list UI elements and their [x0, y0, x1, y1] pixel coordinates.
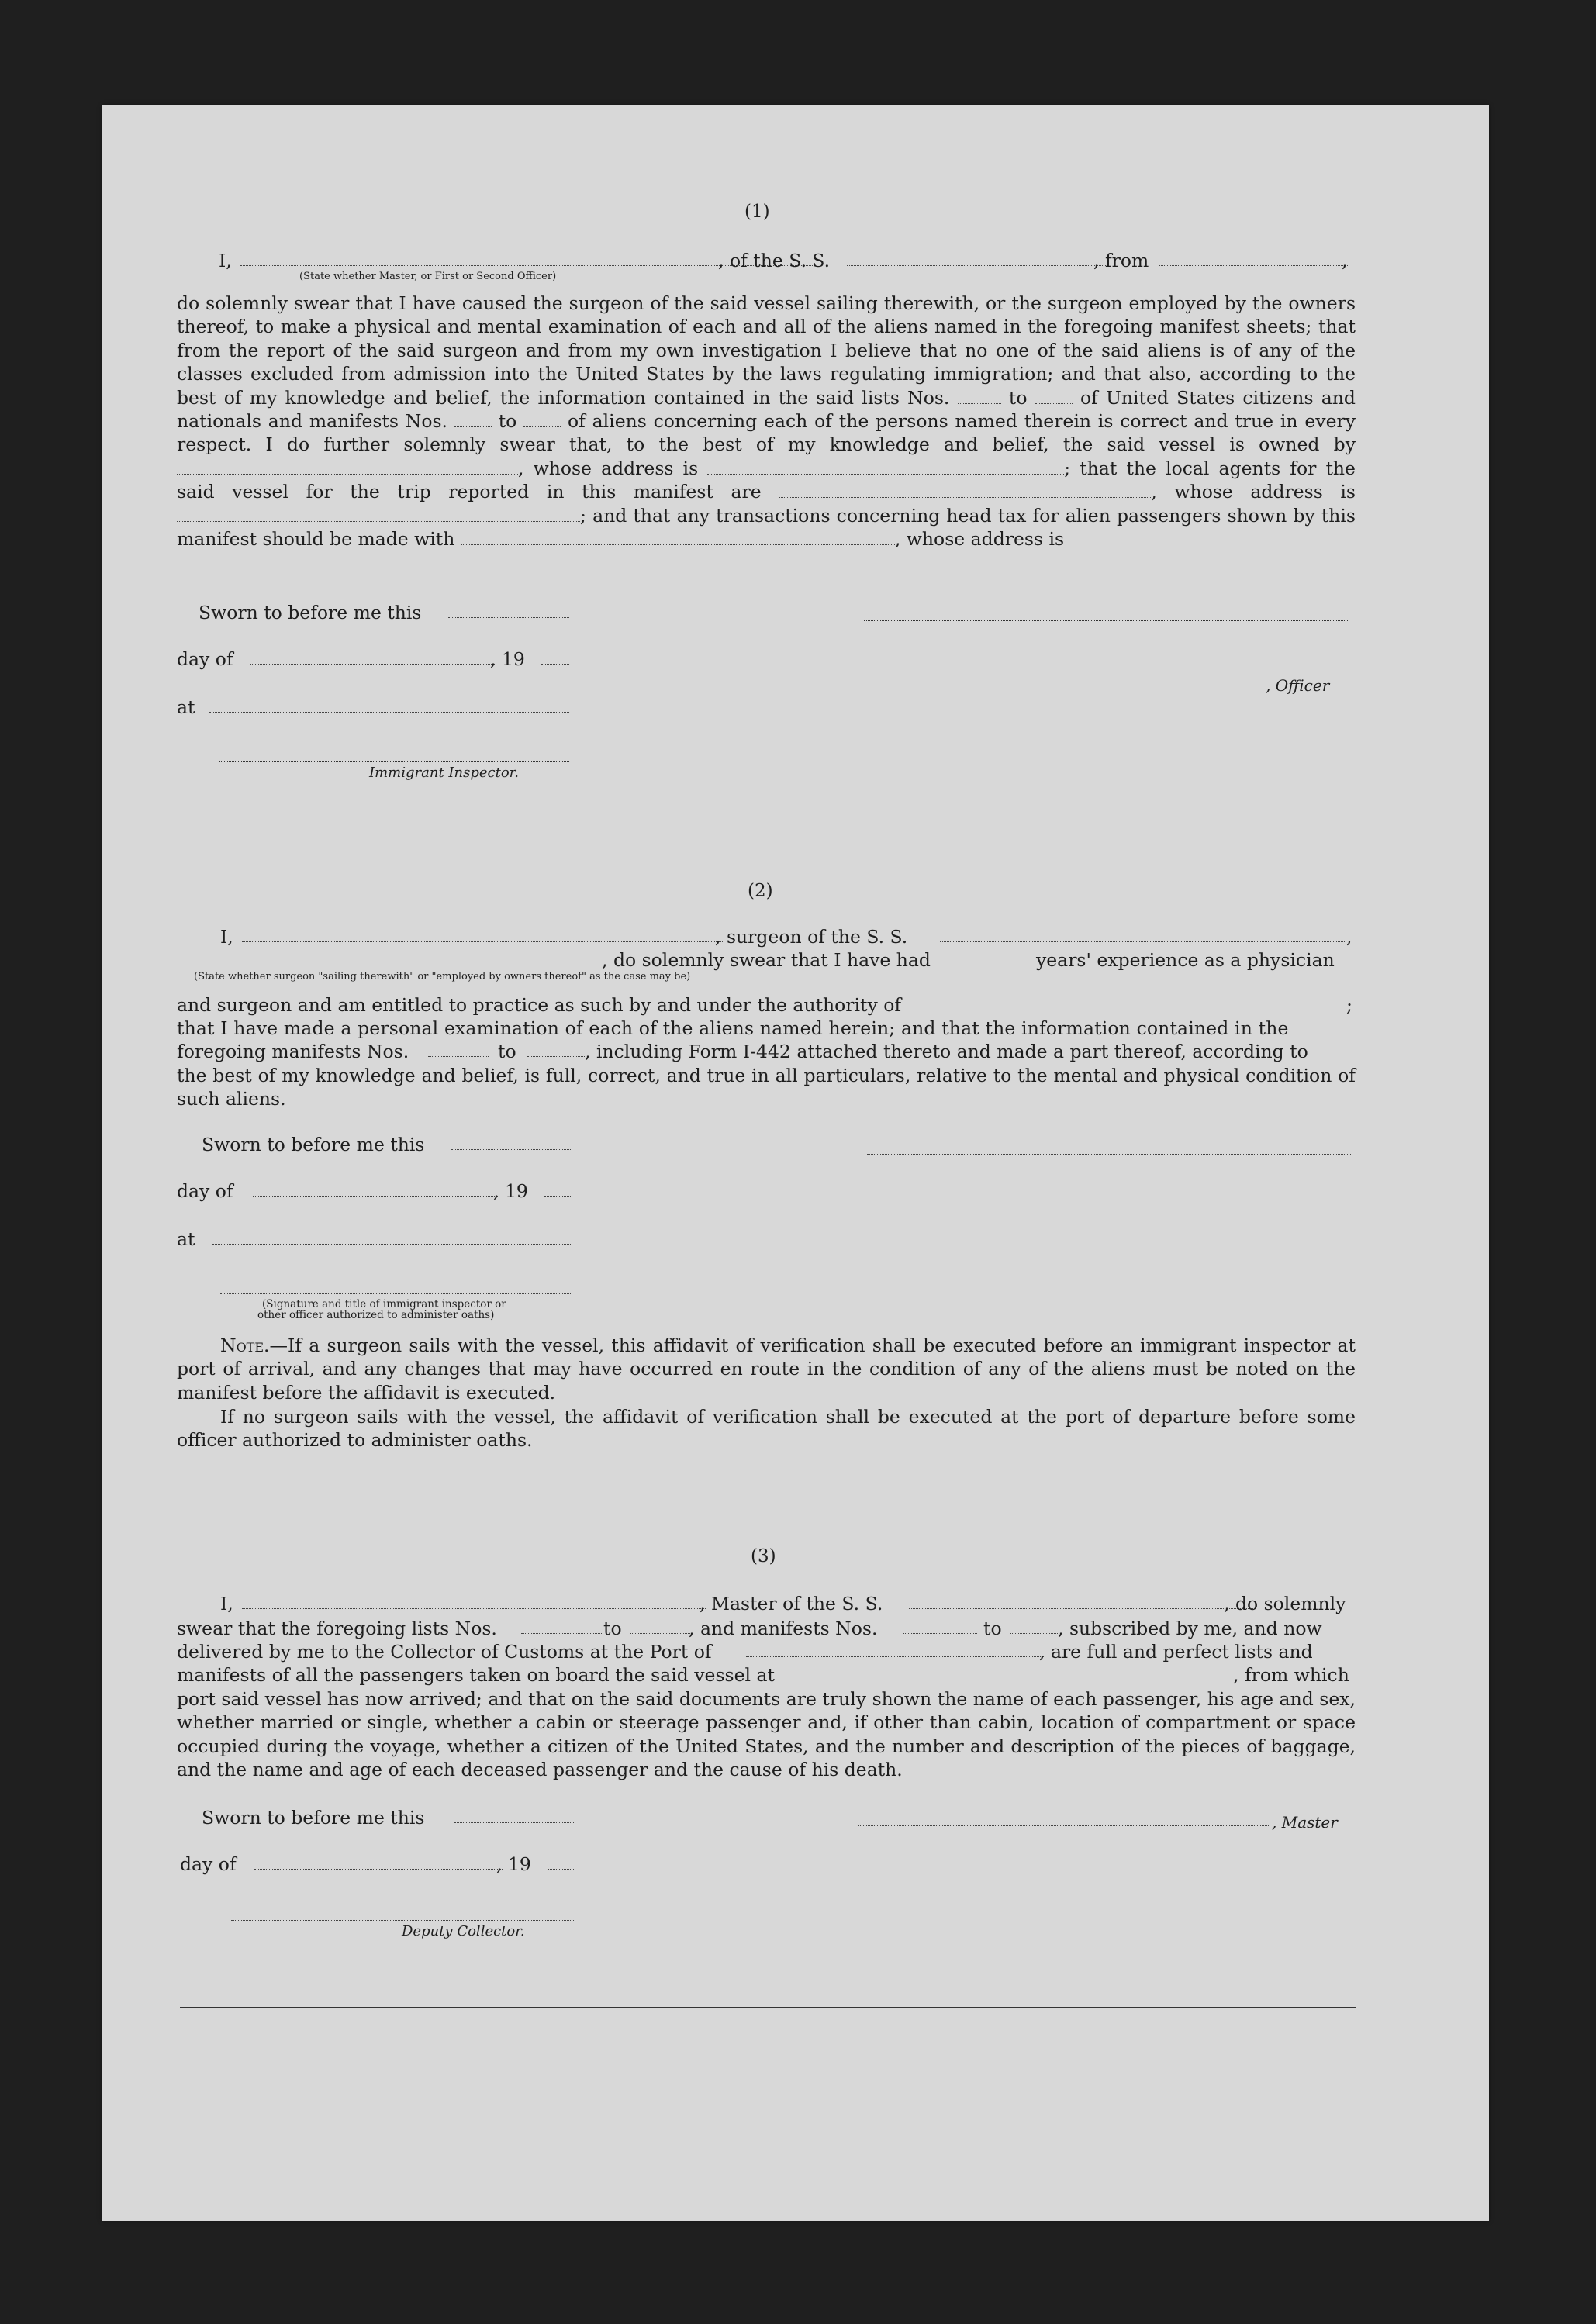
- s1-lists-from-field: [958, 389, 1001, 404]
- s2-inspector-line: [220, 1293, 572, 1294]
- s3-master-field: [242, 1608, 706, 1609]
- s3-line2-c: , subscribed by me, and now: [1058, 1618, 1322, 1639]
- s1-p3-a: that the local agents for the said vessel for the trip reported in this manifest are: [177, 457, 1356, 503]
- s2-at-label: at: [177, 1228, 195, 1250]
- s3-line4-a: manifests of all the passengers taken on board the said vessel at: [177, 1664, 775, 1686]
- s3-deputy-label: Deputy Collector.: [402, 1923, 525, 1939]
- s2-ship-field: [940, 941, 1346, 942]
- s3-year-field: [548, 1869, 575, 1870]
- s3-line3-a: delivered by me to the Collector of Customs at the Port of: [177, 1641, 712, 1663]
- s1-manifests-from-field: [454, 413, 492, 427]
- s3-line2-a: swear that the foregoing lists Nos.: [177, 1618, 497, 1639]
- s2-line1-comma: ,: [1346, 926, 1352, 948]
- s2-line3-b: ;: [1346, 994, 1352, 1016]
- s1-day-label: day of: [177, 648, 233, 670]
- s3-manifests-from-field: [903, 1633, 977, 1634]
- s1-sworn-label: Sworn to before me this: [199, 602, 422, 623]
- s1-agents-address-field: [177, 507, 580, 522]
- s3-manifests-to-field: [1010, 1633, 1059, 1634]
- s3-sworn-label: Sworn to before me this: [202, 1807, 425, 1828]
- s1-owner-address-field: [707, 460, 1064, 475]
- s2-line5-b: , including Form I-442 attached thereto and made a part thereof, according to: [585, 1041, 1308, 1062]
- s1-at-label: at: [177, 696, 195, 718]
- s2-day-field: [253, 1196, 499, 1197]
- s3-line2-to: to: [603, 1618, 622, 1639]
- s1-owner-field: [177, 460, 518, 475]
- s1-officer-label: , Officer: [1266, 676, 1330, 695]
- s1-sworn-field: [448, 617, 569, 618]
- s3-line2-to2: to: [983, 1618, 1002, 1639]
- s1-p2-b: of aliens concerning each of the persons named therein is correct and true in every respect. I do further solemnly swear that, to the best of my knowledge and belief, the said vessel is owned by: [177, 410, 1356, 456]
- s2-note: [177, 1334, 1356, 1404]
- s2-year-field: [544, 1196, 572, 1197]
- s2-at-field: [212, 1244, 572, 1245]
- s2-line5-to: to: [498, 1041, 516, 1062]
- s1-year-label: , 19: [490, 648, 525, 670]
- s2-manifests-to-field: [527, 1056, 585, 1057]
- s1-line1-comma: ,: [1342, 250, 1348, 271]
- s1-agents-field: [779, 483, 1151, 498]
- s2-sig-caption-1: (Signature and title of immigrant inspector or: [262, 1298, 506, 1310]
- s1-inspector-line: [219, 761, 569, 762]
- s1-p2-a: of United States citizens and nationals and manifests Nos.: [177, 386, 1356, 433]
- document-page: [102, 105, 1489, 2221]
- s2-line3-a: and surgeon and am entitled to practice as such by and under the authority of: [177, 994, 902, 1016]
- s1-p4-b: ; and that any transactions concerning head tax for alien: [580, 504, 1111, 527]
- s1-day-field: [250, 664, 496, 665]
- s2-line5-a: foregoing manifests Nos.: [177, 1041, 409, 1062]
- s3-day-label: day of: [180, 1853, 237, 1875]
- s1-p2-to: to: [498, 410, 517, 433]
- s1-p3-b: ,: [1151, 481, 1157, 503]
- s2-day-label: day of: [177, 1180, 233, 1202]
- s2-line2-b: years' experience as a physician: [1036, 949, 1335, 971]
- s3-line1-swear: , do solemnly: [1224, 1593, 1346, 1614]
- s1-p5-b: , whose address is: [894, 528, 1065, 551]
- s3-deputy-line: [231, 1920, 575, 1921]
- s2-surgeon-field: [242, 941, 723, 942]
- s3-lists-from-field: [521, 1633, 602, 1634]
- s1-headtax-field: [461, 530, 895, 545]
- s3-year-label: , 19: [496, 1853, 531, 1875]
- s2-line1-i: I,: [220, 926, 233, 948]
- s3-line3-b: , are full and perfect lists and: [1039, 1641, 1313, 1663]
- section-2-number: (2): [748, 881, 773, 901]
- s1-lists-to-field: [1035, 389, 1073, 404]
- s3-ship-field: [909, 1608, 1253, 1609]
- s2-line4: that I have made a personal examination of each of the aliens named herein; and that the information contained in the: [177, 1017, 1289, 1039]
- s1-from-field: [1159, 265, 1348, 266]
- s1-p4-a: whose address is: [1174, 481, 1356, 503]
- s1-signature-line: [864, 620, 1349, 621]
- s1-year-field: [541, 664, 569, 665]
- s3-line2-b: , and manifests Nos.: [689, 1618, 878, 1639]
- section-3-number: (3): [751, 1546, 776, 1566]
- s3-master-label: , Master: [1272, 1813, 1338, 1832]
- s1-p1: do solemnly swear that I have caused the surgeon of the said vessel sailing therewith, or the surgeon employed by the owners thereof, to make a physical and mental examination of each and all of the aliens named in the foregoing manifest sheets; that from the report of the said surgeon and from my own investigation I believe that no one of the said aliens is of any of the classes excluded from admission into the United States by the laws regulating immigration; and that also, according to the best of my knowledge and belief, the information contained in the said lists Nos.: [177, 292, 1356, 409]
- s1-officer-caption: (State whether Master, or First or Second Officer): [299, 271, 557, 282]
- s2-year-label: , 19: [493, 1180, 528, 1202]
- s2-line6: the best of my knowledge and belief, is full, correct, and true in all particulars, relative to the mental and physical condition of such aliens.: [177, 1065, 1356, 1110]
- s1-line1-ss: , of the S. S.: [718, 250, 831, 271]
- s2-surgeon-caption: (State whether surgeon "sailing therewith" or "employed by owners thereof" as the case may be): [194, 971, 691, 982]
- s1-p2-d: ;: [1064, 457, 1071, 479]
- s1-p1-to: to: [1008, 386, 1028, 409]
- s2-sworn-label: Sworn to before me this: [202, 1134, 425, 1155]
- s1-paragraph: [177, 292, 1356, 551]
- s3-line1-i: I,: [220, 1593, 233, 1614]
- s2-sig-caption-2: other officer authorized to administer oaths): [257, 1309, 495, 1321]
- s1-ship-field: [847, 265, 1106, 266]
- s3-line4-b: , from which: [1233, 1664, 1349, 1686]
- s3-sworn-field: [454, 1822, 575, 1823]
- s2-note2: If no surgeon sails with the vessel, the affidavit of verification shall be executed at the port of departure before some officer authorized to administer oaths.: [177, 1406, 1356, 1452]
- s1-at-field: [209, 712, 569, 713]
- s1-p2-c: , whose address is: [518, 457, 699, 479]
- s3-paragraph: port said vessel has now arrived; and that on the said documents are truly shown the name of each passenger, his age and sex, whether married or single, whether a cabin or steerage passenger and, if other than cabin, location of compartment or space occupied during the voyage, whether a citizen of the United States, and the number and description of the pieces of baggage, and the name and age of each deceased passenger and the cause of his death.: [177, 1688, 1356, 1781]
- s2-manifests-from-field: [428, 1056, 489, 1057]
- s3-day-field: [254, 1869, 503, 1870]
- bottom-rule: [180, 2007, 1356, 2008]
- s3-line1-ss: , Master of the S. S.: [700, 1593, 883, 1614]
- s1-line1-i: I,: [219, 250, 232, 271]
- s3-port-field: [746, 1656, 1044, 1657]
- s2-line2-a: , do solemnly swear that I have had: [602, 949, 931, 971]
- s3-lists-to-field: [630, 1633, 692, 1634]
- s2-note-label: Note.: [220, 1335, 270, 1356]
- s1-line1-from: , from: [1093, 250, 1149, 271]
- s2-note-text: —If a surgeon sails with the vessel, this affidavit of verification shall be executed before an immigrant inspector at port of arrival, and any changes that may have occurred en route in the condition of any of the aliens must be noted on the manifest before the affidavit is executed.: [177, 1335, 1356, 1404]
- s2-sworn-field: [451, 1149, 572, 1150]
- s1-inspector-label: Immigrant Inspector.: [369, 765, 520, 781]
- s3-master-line: [858, 1825, 1270, 1826]
- section-1-number: (1): [744, 202, 770, 222]
- s1-p5-a: passengers shown by this manifest should be made with: [177, 504, 1356, 551]
- s1-manifests-to-field: [523, 413, 561, 427]
- s2-signature-line: [867, 1154, 1352, 1155]
- s2-line1-ss: , surgeon of the S. S.: [715, 926, 908, 948]
